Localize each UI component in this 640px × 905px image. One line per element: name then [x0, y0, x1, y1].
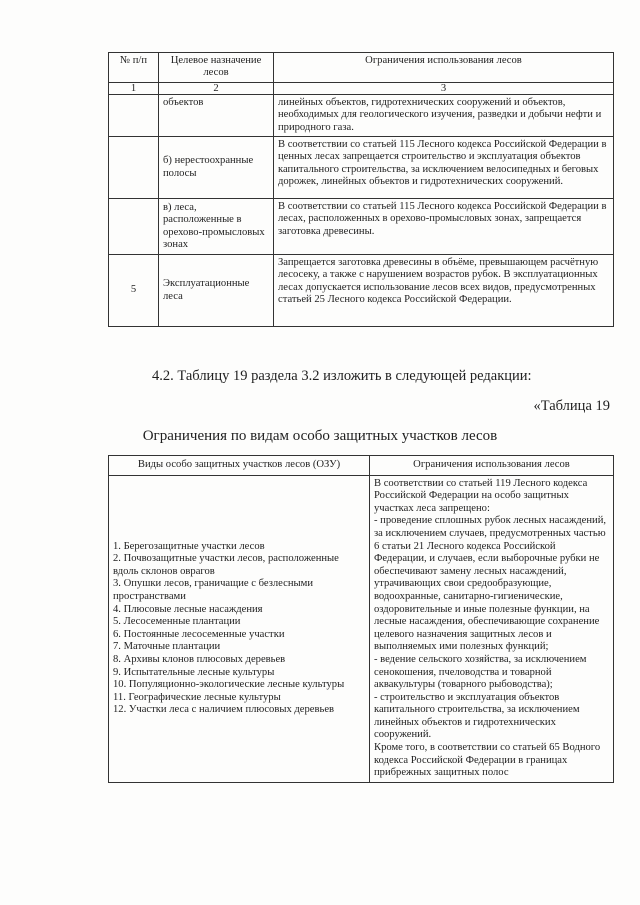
table-header-row: [109, 53, 614, 83]
list-item: 4. Плюсовые лесные насаждения: [113, 603, 263, 615]
zone-list-cell: [109, 475, 370, 782]
row-num: 5: [109, 255, 159, 327]
list-item: 9. Испытательные лесные культуры: [113, 666, 275, 678]
list-item: 5. Лесосеменные плантации: [113, 616, 241, 628]
table-row: [109, 199, 614, 255]
list-item: 11. Географические лесные культуры: [113, 691, 281, 703]
list-item: 3. Опушки лесов, граничащие с безлесными пространствами: [113, 578, 314, 602]
row-num: [109, 199, 159, 255]
table-title: Ограничения по видам особо защитных участков лесов: [142, 428, 498, 444]
header-num: № п/п: [109, 53, 159, 83]
table-row: [109, 94, 614, 136]
header-purpose: Целевое назначение лесов: [159, 53, 274, 83]
table-number-label: «Таблица 19: [533, 398, 610, 414]
row-purpose: Эксплуатационные леса: [159, 255, 274, 327]
row-purpose: объектов: [159, 94, 274, 136]
limits-cell: В соответствии со статьей 119 Лесного кодекса Российской Федерации на особо защитных участках леса запрещено: - проведение сплошных рубок лесных насаждений, за исключением случаев, предусмотренных частью 6 статьи 21 Лесного кодекса Российской Федерации, и случаев, если выборочные рубки не обеспечивают замену лесных насаждений, утрачивающих свои средообразующие, водоохранные, санитарно-гигиенические, оздоровительные и иные полезные функции, на лесные насаждения, обеспечивающие сохранение целевого назначения защитных лесов и выполняемых ими полезных функций; - ведение сельского хозяйства, за исключением сенокошения, пчеловодства и товарной аквакультуры (товарного рыбоводства); - строительство и эксплуатация объектов капитального строительства, за исключением линейных объектов и гидротехнических сооружений. Кроме того, в соответствии со статьей 65 Водного кодекса Российской Федерации в границах прибрежных защитных полос: [370, 475, 614, 782]
list-item: 10. Популяционно-экологические лесные культуры: [113, 679, 345, 691]
row-restrictions: Запрещается заготовка древесины в объёме, превышающем расчётную лесосеку, а также с нарушением возрастов рубок. В эксплуатационных лесах допускается использование лесов всех видов, предусмотренных статьей 25 Лесного кодекса Российской Федерации.: [274, 255, 614, 327]
table-index-row: [109, 82, 614, 94]
table-row: [109, 255, 614, 327]
list-item: 8. Архивы клонов плюсовых деревьев: [113, 653, 286, 665]
table-header-row: [109, 456, 614, 476]
index-cell: 3: [274, 82, 614, 94]
header-restrictions: Ограничения использования лесов: [274, 53, 614, 83]
list-item: 2. Почвозащитные участки лесов, расположенные вдоль склонов оврагов: [113, 553, 339, 577]
section-instruction: 4.2. Таблицу 19 раздела 3.2 изложить в следующей редакции:: [152, 368, 532, 384]
protected-areas-table: [108, 455, 614, 783]
list-item: 1. Берегозащитные участки лесов: [113, 540, 265, 552]
list-item: 7. Маточные плантации: [113, 641, 221, 653]
header-limits: Ограничения использования лесов: [370, 456, 614, 476]
forest-purpose-table: [108, 52, 614, 327]
row-restrictions: В соответствии со статьей 115 Лесного кодекса Российской Федерации в ценных лесах запрещается строительство и эксплуатация объектов капитального строительства, за исключением велосипедных и беговых дорожек, линейных объектов и гидротехнических сооружений.: [274, 137, 614, 199]
list-item: 6. Постоянные лесосеменные участки: [113, 628, 285, 640]
row-restrictions: В соответствии со статьей 115 Лесного кодекса Российской Федерации в лесах, расположенных в орехово-промысловых зонах, запрещается заготовка древесины.: [274, 199, 614, 255]
table-row: [109, 137, 614, 199]
list-item: 12. Участки леса с наличием плюсовых деревьев: [113, 704, 335, 716]
row-num: [109, 137, 159, 199]
table-row: [109, 475, 614, 782]
index-cell: 2: [159, 82, 274, 94]
row-num: [109, 94, 159, 136]
header-zone-types: Виды особо защитных участков лесов (ОЗУ): [109, 456, 370, 476]
index-cell: 1: [109, 82, 159, 94]
row-purpose: б) нерестоохранные полосы: [159, 137, 274, 199]
row-restrictions: линейных объектов, гидротехнических сооружений и объектов, необходимых для геологического изучения, разведки и добычи нефти и природного газа.: [274, 94, 614, 136]
row-purpose: в) леса, расположенные в орехово-промысловых зонах: [159, 199, 274, 255]
